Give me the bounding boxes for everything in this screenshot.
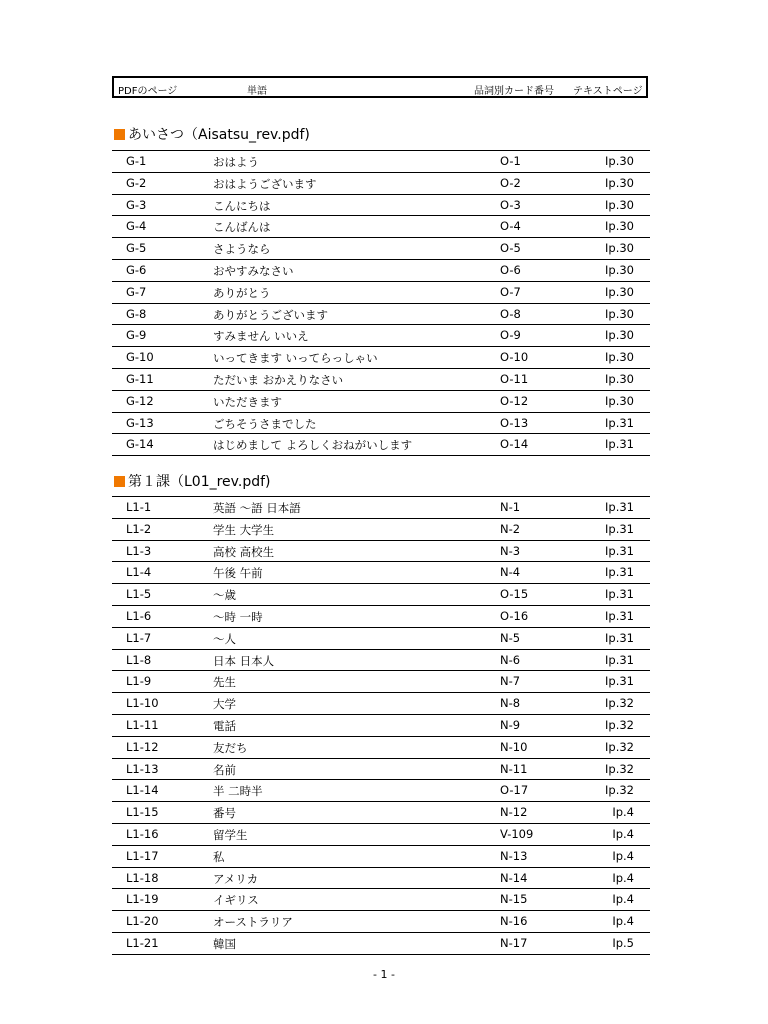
header-card-number: 品詞別カード番号 <box>474 86 554 97</box>
word-cell: ありがとう <box>213 285 271 300</box>
text-page-cell: Ⅰp.30 <box>605 241 634 256</box>
table-row <box>112 347 650 369</box>
card-number-cell: N-6 <box>500 652 521 667</box>
pdf-page-cell: L1-21 <box>126 935 159 950</box>
pdf-page-cell: G-12 <box>126 393 154 408</box>
card-number-cell: N-2 <box>500 521 521 536</box>
word-cell: 日本 日本人 <box>213 653 275 668</box>
card-number-cell: O-16 <box>500 608 529 623</box>
table-row <box>112 562 650 584</box>
word-cell: 大学 <box>213 697 236 712</box>
table-row <box>112 693 650 715</box>
table-row <box>112 238 650 260</box>
pdf-page-cell: L1-13 <box>126 761 159 776</box>
table-row <box>112 369 650 391</box>
table-row <box>112 260 650 282</box>
table-row <box>112 911 650 933</box>
pdf-page-cell: L1-15 <box>126 805 159 820</box>
text-page-cell: Ⅰp.4 <box>612 826 634 841</box>
word-cell: おはようございます <box>213 176 317 191</box>
word-cell: 番号 <box>213 806 236 821</box>
pdf-page-cell: L1-8 <box>126 652 152 667</box>
card-number-cell: N-3 <box>500 543 521 558</box>
word-cell: いってきます いってらっしゃい <box>213 351 378 366</box>
section-square-icon <box>114 129 125 140</box>
section-title-aisatsu <box>114 124 310 144</box>
text-page-cell: Ⅰp.31 <box>605 652 634 667</box>
table-row <box>112 868 650 890</box>
pdf-page-cell: L1-19 <box>126 892 159 907</box>
card-number-cell: O-13 <box>500 415 529 430</box>
pdf-page-cell: L1-4 <box>126 565 152 580</box>
word-cell: アメリカ <box>213 871 259 886</box>
word-cell: ありがとうございます <box>213 307 328 322</box>
table-row <box>112 541 650 563</box>
word-cell: こんばんは <box>213 220 271 235</box>
text-page-cell: Ⅰp.30 <box>605 306 634 321</box>
section-title-text: あいさつ（Aisatsu_rev.pdf) <box>128 127 310 143</box>
card-number-cell: N-15 <box>500 892 528 907</box>
table-row <box>112 715 650 737</box>
text-page-cell: Ⅰp.31 <box>605 521 634 536</box>
word-cell: おはよう <box>213 155 259 169</box>
text-page-cell: Ⅰp.30 <box>605 328 634 343</box>
text-page-cell: Ⅰp.4 <box>612 805 634 820</box>
pdf-page-cell: L1-17 <box>126 848 159 863</box>
card-number-cell: O-1 <box>500 154 521 168</box>
word-cell: いただきます <box>213 394 282 409</box>
card-number-cell: O-4 <box>500 219 521 234</box>
table-row <box>112 584 650 606</box>
text-page-cell: Ⅰp.4 <box>612 870 634 885</box>
text-page-cell: Ⅰp.4 <box>612 914 634 929</box>
word-cell: 先生 <box>213 675 236 690</box>
card-number-cell: O-2 <box>500 175 521 190</box>
table-row <box>112 195 650 217</box>
pdf-page-cell: G-2 <box>126 175 147 190</box>
pdf-page-cell: G-6 <box>126 262 147 277</box>
pdf-page-cell: L1-6 <box>126 608 152 623</box>
card-number-cell: N-10 <box>500 739 528 754</box>
word-cell: 名前 <box>213 762 236 777</box>
pdf-page-cell: G-11 <box>126 371 154 386</box>
text-page-cell: Ⅰp.30 <box>605 371 634 386</box>
text-page-cell: Ⅰp.32 <box>605 717 634 732</box>
table-row <box>112 151 650 173</box>
word-cell: はじめまして よろしくおねがいします <box>213 438 413 453</box>
card-number-cell: O-15 <box>500 587 529 602</box>
word-cell: 半 二時半 <box>213 784 263 799</box>
pdf-page-cell: G-3 <box>126 197 147 212</box>
pdf-page-cell: L1-12 <box>126 739 159 754</box>
pdf-page-cell: G-7 <box>126 284 147 299</box>
text-page-cell: Ⅰp.30 <box>605 154 634 168</box>
pdf-page-cell: G-10 <box>126 350 154 365</box>
word-cell: 高校 高校生 <box>213 544 275 559</box>
table-row <box>112 434 650 456</box>
table-row <box>112 671 650 693</box>
text-page-cell: Ⅰp.4 <box>612 848 634 863</box>
card-number-cell: N-13 <box>500 848 528 863</box>
table-row <box>112 628 650 650</box>
text-page-cell: Ⅰp.31 <box>605 415 634 430</box>
card-number-cell: N-17 <box>500 935 528 950</box>
text-page-cell: Ⅰp.30 <box>605 262 634 277</box>
word-cell: ～歳 <box>213 588 236 603</box>
vocab-table-lesson1 <box>112 496 650 955</box>
text-page-cell: Ⅰp.31 <box>605 437 634 452</box>
header-word: 単語 <box>247 86 267 97</box>
table-row <box>112 497 650 519</box>
text-page-cell: Ⅰp.31 <box>605 630 634 645</box>
table-row <box>112 519 650 541</box>
word-cell: ごちそうさまでした <box>213 416 317 431</box>
text-page-cell: Ⅰp.31 <box>605 674 634 689</box>
text-page-cell: Ⅰp.31 <box>605 500 634 514</box>
card-number-cell: N-14 <box>500 870 528 885</box>
section-square-icon <box>114 476 125 487</box>
table-row <box>112 304 650 326</box>
card-number-cell: N-5 <box>500 630 521 645</box>
word-cell: 電話 <box>213 718 236 733</box>
word-cell: 私 <box>213 849 225 864</box>
pdf-page-cell: G-8 <box>126 306 147 321</box>
header-pdf-page: PDFのページ <box>118 86 178 97</box>
pdf-page-cell: L1-16 <box>126 826 159 841</box>
table-row <box>112 846 650 868</box>
text-page-cell: Ⅰp.31 <box>605 543 634 558</box>
text-page-cell: Ⅰp.31 <box>605 587 634 602</box>
word-cell: ただいま おかえりなさい <box>213 372 344 387</box>
word-cell: オーストラリア <box>213 915 293 930</box>
card-number-cell: O-5 <box>500 241 521 256</box>
table-row <box>112 889 650 911</box>
table-row <box>112 802 650 824</box>
pdf-page-cell: L1-11 <box>126 717 159 732</box>
text-page-cell: Ⅰp.30 <box>605 393 634 408</box>
word-cell: ～人 <box>213 631 236 646</box>
pdf-page-cell: L1-5 <box>126 587 152 602</box>
word-cell: さようなら <box>213 242 271 257</box>
card-number-cell: O-11 <box>500 371 529 386</box>
table-row <box>112 216 650 238</box>
word-cell: 英語 ～語 日本語 <box>213 501 301 515</box>
table-row <box>112 759 650 781</box>
card-number-cell: N-11 <box>500 761 528 776</box>
text-page-cell: Ⅰp.30 <box>605 219 634 234</box>
pdf-page-cell: L1-7 <box>126 630 152 645</box>
table-row <box>112 737 650 759</box>
pdf-page-cell: L1-20 <box>126 914 159 929</box>
pdf-page-cell: G-9 <box>126 328 147 343</box>
text-page-cell: Ⅰp.31 <box>605 608 634 623</box>
text-page-cell: Ⅰp.32 <box>605 783 634 798</box>
pdf-page-cell: G-1 <box>126 154 147 168</box>
text-page-cell: Ⅰp.4 <box>612 892 634 907</box>
text-page-cell: Ⅰp.31 <box>605 565 634 580</box>
card-number-cell: O-12 <box>500 393 529 408</box>
card-number-cell: O-3 <box>500 197 521 212</box>
text-page-cell: Ⅰp.32 <box>605 696 634 711</box>
table-header <box>112 76 648 98</box>
word-cell: イギリス <box>213 893 259 908</box>
header-text-page: テキストページ <box>573 86 643 97</box>
card-number-cell: O-10 <box>500 350 529 365</box>
card-number-cell: N-1 <box>500 500 521 514</box>
text-page-cell: Ⅰp.32 <box>605 761 634 776</box>
section-title-lesson1 <box>114 471 271 491</box>
card-number-cell: O-8 <box>500 306 521 321</box>
page-number: - 1 - <box>373 968 395 981</box>
word-cell: おやすみなさい <box>213 263 294 278</box>
pdf-page-cell: L1-14 <box>126 783 159 798</box>
text-page-cell: Ⅰp.30 <box>605 175 634 190</box>
word-cell: こんにちは <box>213 198 271 213</box>
card-number-cell: V-109 <box>500 826 534 841</box>
word-cell: 学生 大学生 <box>213 522 275 537</box>
pdf-page-cell: L1-10 <box>126 696 159 711</box>
table-row <box>112 325 650 347</box>
pdf-page-cell: G-4 <box>126 219 147 234</box>
card-number-cell: O-7 <box>500 284 521 299</box>
pdf-page-cell: L1-9 <box>126 674 152 689</box>
pdf-page-cell: L1-18 <box>126 870 159 885</box>
card-number-cell: O-17 <box>500 783 529 798</box>
table-row <box>112 173 650 195</box>
text-page-cell: Ⅰp.30 <box>605 197 634 212</box>
card-number-cell: N-9 <box>500 717 521 732</box>
pdf-page-cell: G-5 <box>126 241 147 256</box>
word-cell: ～時 一時 <box>213 609 263 624</box>
table-row <box>112 780 650 802</box>
text-page-cell: Ⅰp.5 <box>612 935 634 950</box>
pdf-page-cell: G-13 <box>126 415 154 430</box>
table-row <box>112 650 650 672</box>
text-page-cell: Ⅰp.30 <box>605 350 634 365</box>
word-cell: すみません いいえ <box>213 329 309 344</box>
word-cell: 留学生 <box>213 827 248 842</box>
text-page-cell: Ⅰp.32 <box>605 739 634 754</box>
card-number-cell: N-8 <box>500 696 521 711</box>
card-number-cell: N-12 <box>500 805 528 820</box>
word-cell: 友だち <box>213 740 248 755</box>
pdf-page-cell: L1-2 <box>126 521 152 536</box>
vocab-table-aisatsu <box>112 150 650 456</box>
word-cell: 午後 午前 <box>213 566 263 581</box>
section-title-text: 第１課（L01_rev.pdf) <box>128 474 271 490</box>
text-page-cell: Ⅰp.30 <box>605 284 634 299</box>
card-number-cell: N-4 <box>500 565 521 580</box>
table-row <box>112 391 650 413</box>
table-row <box>112 824 650 846</box>
pdf-page-cell: L1-1 <box>126 500 152 514</box>
card-number-cell: N-16 <box>500 914 528 929</box>
table-row <box>112 413 650 435</box>
card-number-cell: O-14 <box>500 437 529 452</box>
card-number-cell: N-7 <box>500 674 521 689</box>
table-row <box>112 606 650 628</box>
pdf-page-cell: G-14 <box>126 437 154 452</box>
card-number-cell: O-6 <box>500 262 521 277</box>
table-row <box>112 933 650 955</box>
pdf-page-cell: L1-3 <box>126 543 152 558</box>
table-row <box>112 282 650 304</box>
word-cell: 韓国 <box>213 936 236 951</box>
card-number-cell: O-9 <box>500 328 521 343</box>
